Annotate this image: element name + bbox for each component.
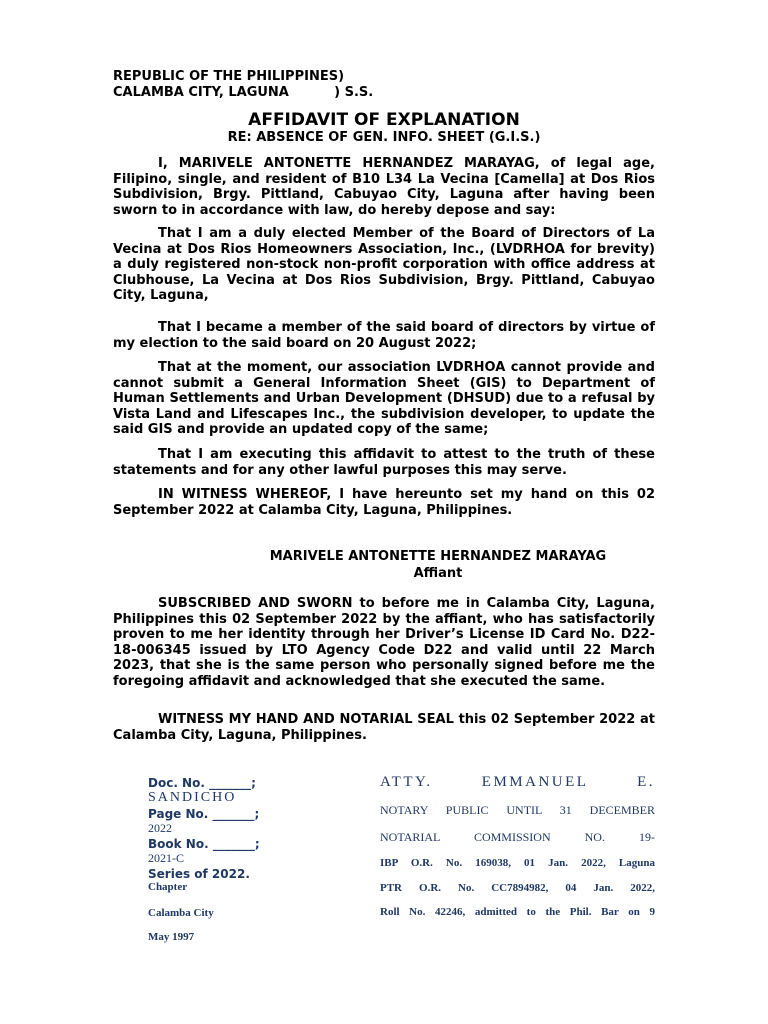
paragraph-text: I, MARIVELE ANTONETTE HERNANDEZ MARAYAG, of legal age, Filipino, single, and resident of B10 L34 La Vecina [Camella] at Dos Rios Subdivision, Brgy. Pittland, Cabuyao City, Laguna after having been sworn to in accordance with law, do hereby depose and say: [113, 156, 655, 218]
doc-overflow-text: SANDICHO [148, 790, 237, 805]
roll-no: Roll No. 42246, admitted to the Phil. Bar on 9 [380, 906, 655, 918]
page-no: Page No. _______; [148, 807, 260, 821]
paragraph-text: IN WITNESS WHEREOF, I have hereunto set my hand on this 02 September 2022 at Calamba City, Laguna, Philippines. [113, 487, 655, 518]
paragraph-text: That at the moment, our association LVDRHOA cannot provide and cannot submit a General Information Sheet (GIS) to Department of Human Settlements and Urban Development (DHSUD) due to a refusal by Vista Land and Lifescapes Inc., the subdivision developer, to update the said GIS and provide an updated copy of the same; [113, 360, 655, 437]
paragraph-text: That I became a member of the said board of directors by virtue of my election to the said board on 20 August 2022; [113, 320, 655, 351]
city-text: Calamba City [148, 907, 214, 919]
paragraph-purpose [113, 447, 655, 478]
book-no: Book No. _______; [148, 837, 260, 851]
affiant-label: Affiant [413, 566, 463, 581]
ptr-or-no: PTR O.R. No. CC7894982, 04 Jan. 2022, [380, 882, 655, 894]
notarial-seal-paragraph [113, 712, 655, 743]
series: Series of 2022. [148, 867, 250, 881]
notarial-register-entries [148, 776, 278, 943]
paragraph-text: That I am executing this affidavit to attest to the truth of these statements and for any other lawful purposes this may serve. [113, 447, 655, 478]
book-overflow-text: 2021-C [148, 851, 184, 865]
paragraph-board-member [113, 226, 655, 304]
caption-line-city: CALAMBA CITY, LAGUNA ) S.S. [113, 85, 374, 100]
paragraph-text: WITNESS MY HAND AND NOTARIAL SEAL this 02 September 2022 at Calamba City, Laguna, Philippines. [113, 712, 655, 743]
document-title: AFFIDAVIT OF EXPLANATION [248, 110, 520, 130]
notary-block [380, 774, 655, 918]
may-text: May 1997 [148, 931, 195, 943]
doc-no: Doc. No. _______; [148, 776, 256, 790]
paragraph-intro [113, 156, 655, 218]
notary-name: ATTY. EMMANUEL E. [380, 774, 655, 790]
caption-line-republic: REPUBLIC OF THE PHILIPPINES) [113, 69, 345, 84]
paragraph-witness-whereof [113, 487, 655, 518]
page-overflow-text: 2022 [148, 821, 172, 835]
paragraph-text: SUBSCRIBED AND SWORN to before me in Calamba City, Laguna, Philippines this 02 September 2022 by the affiant, who has satisfactorily proven to me her identity through her Driver’s License ID Card No. D22-18-006345 issued by LTO Agency Code D22 and valid until 22 March 2023, that she is the same person who personally signed before me the foregoing affidavit and acknowledged that she executed the same. [113, 596, 655, 689]
chapter-text: Chapter [148, 881, 188, 893]
jurat-paragraph [113, 596, 655, 689]
case-caption [113, 69, 373, 101]
ibp-or-no: IBP O.R. No. 169038, 01 Jan. 2022, Laguna [380, 857, 655, 869]
document-subtitle: RE: ABSENCE OF GEN. INFO. SHEET (G.I.S.) [227, 130, 541, 145]
affiant-name: MARIVELE ANTONETTE HERNANDEZ MARAYAG [269, 549, 607, 564]
paragraph-gis-refusal [113, 360, 655, 438]
paragraph-text: That I am a duly elected Member of the Board of Directors of La Vecina at Dos Rios Homeowners Association, Inc., (LVDRHOA for brevity) a duly registered non-stock non-profit corporation with office address at Clubhouse, La Vecina at Dos Rios Subdivision, Brgy. Pittland, Cabuyao City, Laguna, [113, 226, 655, 303]
paragraph-election [113, 320, 655, 351]
notary-commission-until: NOTARY PUBLIC UNTIL 31 DECEMBER [380, 803, 655, 817]
notarial-commission-no: NOTARIAL COMMISSION NO. 19- [380, 830, 655, 844]
